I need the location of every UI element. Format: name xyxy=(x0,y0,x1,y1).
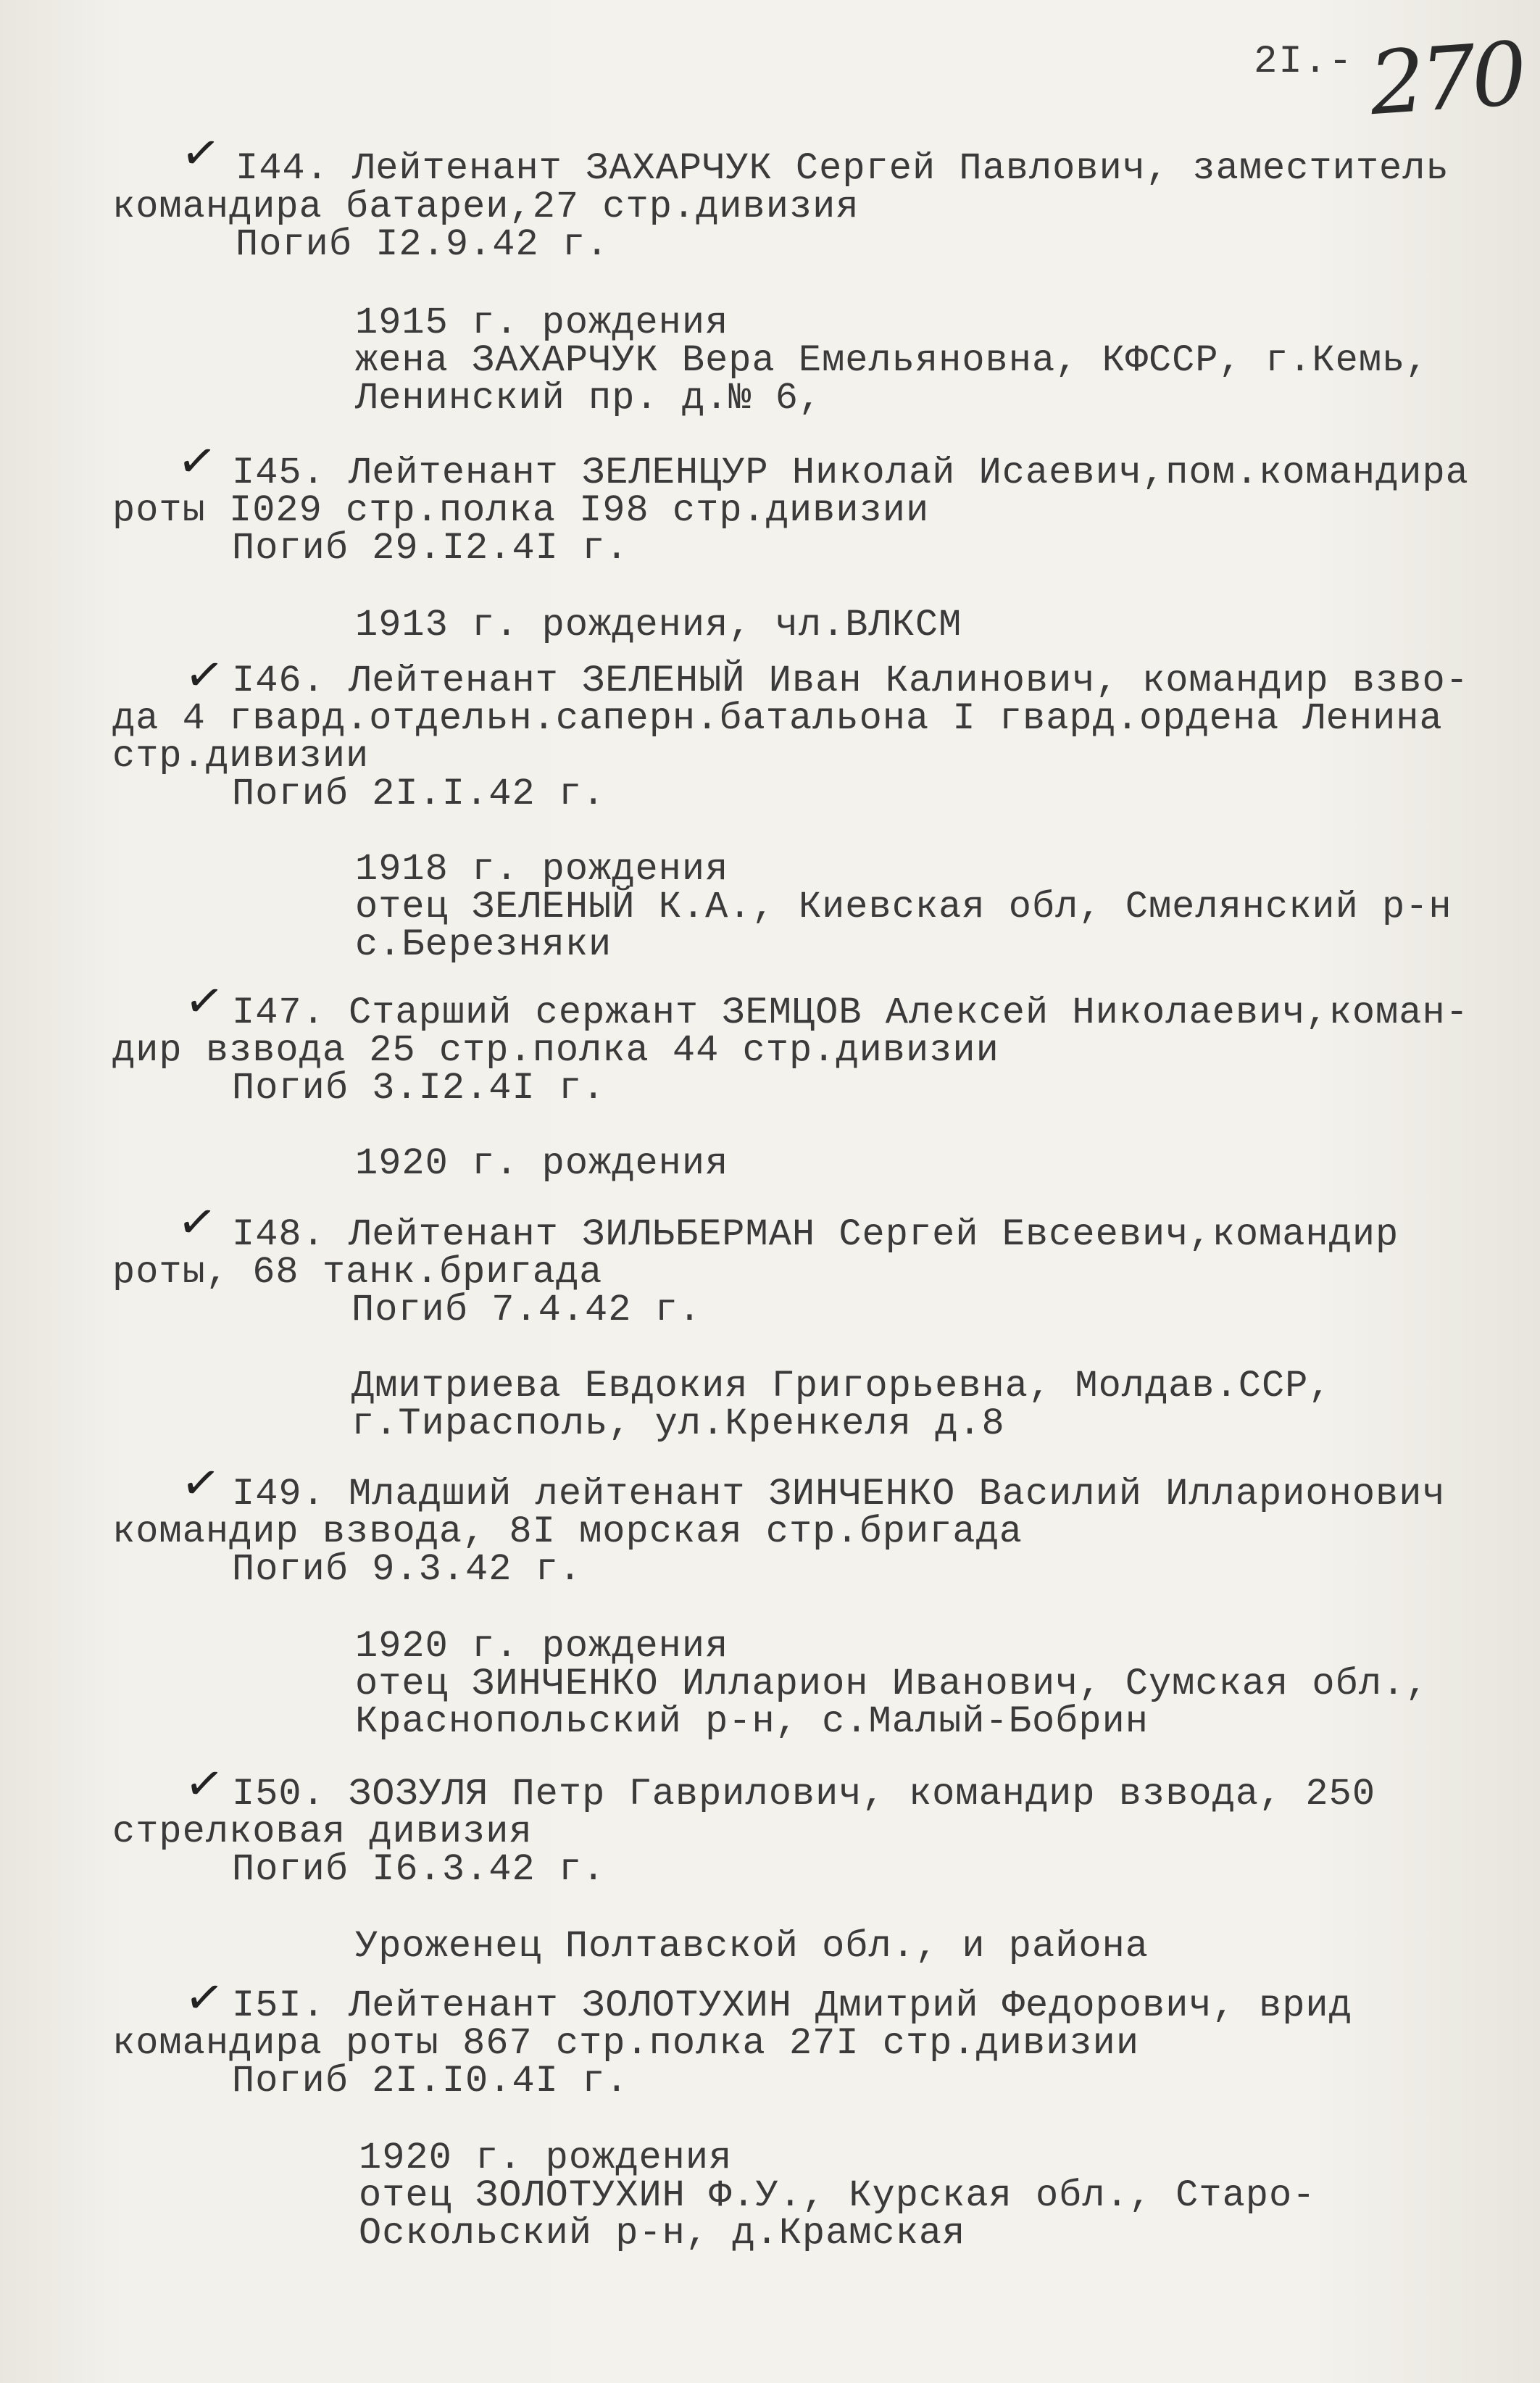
record-line: Погиб 3.I2.4I г. xyxy=(232,1067,606,1110)
record-line: роты I029 стр.полка I98 стр.дивизии xyxy=(112,489,930,532)
record-line: I49. Младший лейтенант ЗИНЧЕНКО Василий Илларионович xyxy=(232,1473,1446,1515)
record-line: Погиб I2.9.42 г. xyxy=(236,223,609,266)
checkmark-icon: ✓ xyxy=(174,1193,220,1252)
checkmark-icon: ✓ xyxy=(178,124,224,183)
record-line: Погиб I6.3.42 г. xyxy=(232,1848,606,1891)
record-line: с.Березняки xyxy=(355,923,612,966)
checkmark-icon: ✓ xyxy=(181,646,228,705)
record-line: 1918 г. рождения xyxy=(355,848,729,891)
checkmark-icon: ✓ xyxy=(181,1755,228,1814)
record-line: Дмитриева Евдокия Григорьевна, Молдав.ССР, xyxy=(351,1365,1332,1407)
record-line: командира роты 867 стр.полка 27I стр.дивизии xyxy=(112,2022,1140,2065)
record-line: Уроженец Полтавской обл., и района xyxy=(355,1925,1149,1968)
record-line: Погиб 29.I2.4I г. xyxy=(232,527,629,570)
record-line: г.Тирасполь, ул.Кренкеля д.8 xyxy=(351,1402,1005,1445)
record-line: да 4 гвард.отдельн.саперн.батальона I гвард.ордена Ленина xyxy=(112,697,1443,740)
record-line: стр.дивизии xyxy=(112,735,370,778)
record-line: роты, 68 танк.бригада xyxy=(112,1251,603,1294)
record-line: 1913 г. рождения, чл.ВЛКСМ xyxy=(355,604,962,646)
handwritten-page-number: 270 xyxy=(1366,23,1526,136)
record-line: 1920 г. рождения xyxy=(359,2137,733,2179)
record-line: отец ЗОЛОТУХИН Ф.У., Курская обл., Старо- xyxy=(359,2174,1316,2217)
record-line: 1915 г. рождения xyxy=(355,301,729,344)
record-line: дир взвода 25 стр.полка 44 стр.дивизии xyxy=(112,1029,999,1072)
record-line: Погиб 2I.I0.4I г. xyxy=(232,2060,629,2103)
record-line: I44. Лейтенант ЗАХАРЧУК Сергей Павлович, заместитель xyxy=(236,147,1449,190)
record-line: отец ЗЕЛЕНЫЙ К.А., Киевская обл, Смелянский р-н xyxy=(355,886,1452,928)
page-number: 2I.- xyxy=(1254,40,1354,84)
record-line: Краснопольский р-н, с.Малый-Бобрин xyxy=(355,1700,1149,1743)
checkmark-icon: ✓ xyxy=(181,1968,228,2028)
record-line: командир взвода, 8I морская стр.бригада xyxy=(112,1510,1023,1553)
record-line: I45. Лейтенант ЗЕЛЕНЦУР Николай Исаевич,пом.командира xyxy=(232,452,1469,494)
record-line: I48. Лейтенант ЗИЛЬБЕРМАН Сергей Евсеевич,командир xyxy=(232,1213,1399,1256)
record-line: I46. Лейтенант ЗЕЛЕНЫЙ Иван Калинович, командир взво- xyxy=(232,660,1469,702)
record-line: жена ЗАХАРЧУК Вера Емельяновна, КФССР, г.Кемь, xyxy=(355,339,1429,382)
record-line: 1920 г. рождения xyxy=(355,1625,729,1668)
record-line: Погиб 7.4.42 г. xyxy=(351,1289,702,1331)
checkmark-icon: ✓ xyxy=(174,432,220,491)
record-line: Ленинский пр. д.№ 6, xyxy=(355,377,823,420)
checkmark-icon: ✓ xyxy=(178,1454,224,1513)
record-line: I50. ЗОЗУЛЯ Петр Гаврилович, командир взвода, 250 xyxy=(232,1773,1376,1816)
record-line: отец ЗИНЧЕНКО Илларион Иванович, Сумская обл., xyxy=(355,1663,1429,1705)
record-line: Погиб 2I.I.42 г. xyxy=(232,773,606,815)
record-line: 1920 г. рождения xyxy=(355,1142,729,1185)
record-line: командира батареи,27 стр.дивизия xyxy=(112,186,860,228)
record-line: I5I. Лейтенант ЗОЛОТУХИН Дмитрий Федорович, врид xyxy=(232,1984,1352,2027)
record-line: Погиб 9.3.42 г. xyxy=(232,1548,583,1591)
checkmark-icon: ✓ xyxy=(181,972,228,1031)
record-line: стрелковая дивизия xyxy=(112,1810,533,1853)
record-line: Оскольский р-н, д.Крамская xyxy=(359,2212,966,2255)
record-line: I47. Старший сержант ЗЕМЦОВ Алексей Николаевич,коман- xyxy=(232,991,1469,1034)
